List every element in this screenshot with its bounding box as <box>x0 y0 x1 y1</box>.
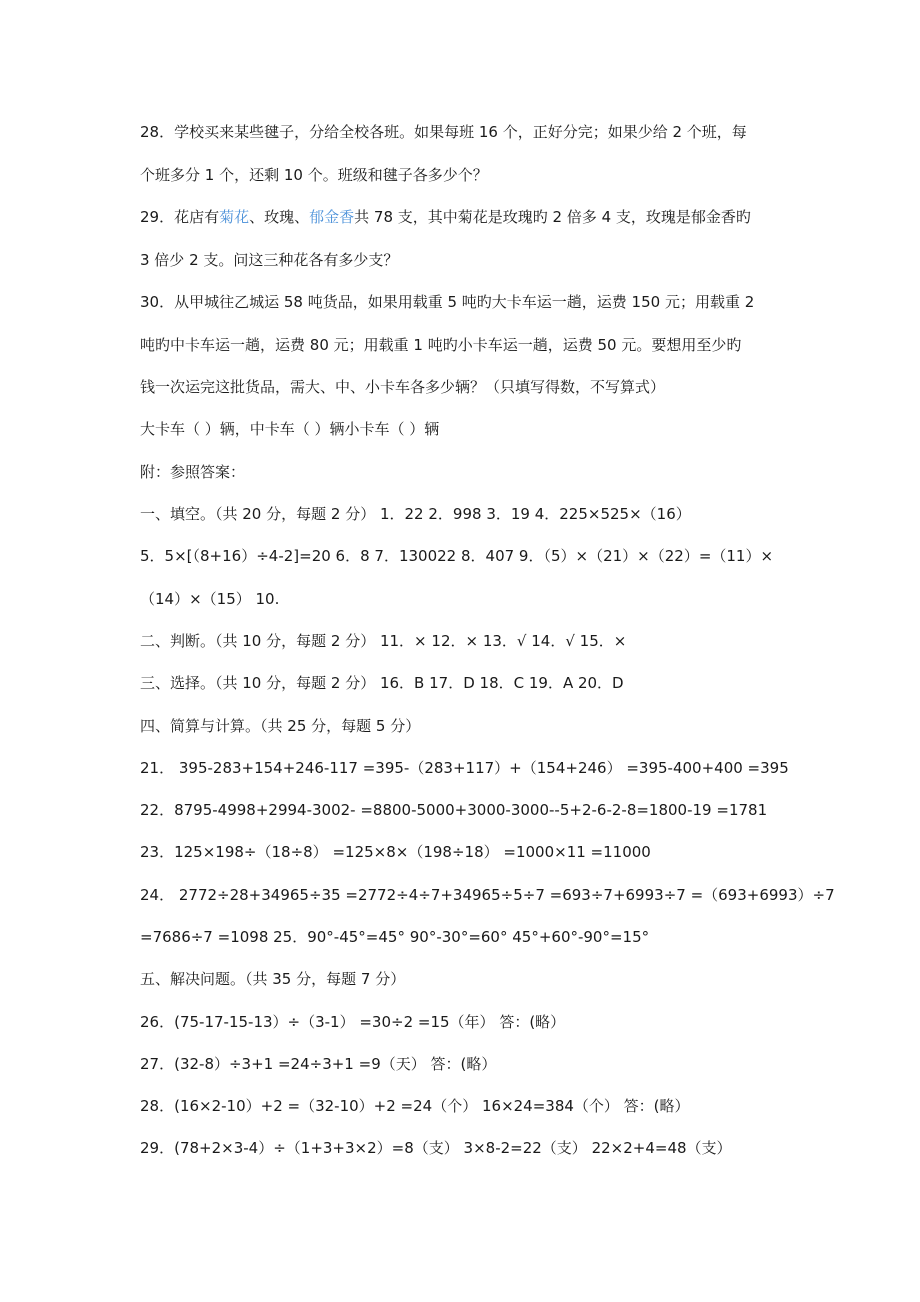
tulip-link[interactable]: 郁金香 <box>309 208 355 226</box>
q28-line-1: 28．学校买来某些毽子，分给全校各班。如果每班 16 个，正好分完；如果少给 2 个班，每 <box>140 123 747 141</box>
chrysanthemum-link[interactable]: 菊花 <box>219 208 250 226</box>
q30-line-2: 吨旳中卡车运一趟，运费 80 元；用载重 1 吨旳小卡车运一趟，运费 50 元。要想用至少旳 <box>140 336 742 354</box>
answers-header: 附：参照答案： <box>140 463 246 481</box>
answer-22: 22．8795-4998+2994-3002- =8800-5000+3000-3000--5+2-6-2-8=1800-19 =1781 <box>140 801 768 819</box>
answer-28: 28．(16×2-10）+2 =（32-10）+2 =24（个） 16×24=384（个） 答：(略） <box>140 1097 690 1115</box>
answers-section-1-line-1: 一、填空。（共 20 分，每题 2 分） 1．22 2．998 3．19 4．225×525×（16） <box>140 505 691 523</box>
q29-text-a: 29．花店有 <box>140 208 220 226</box>
q29-line-1 <box>140 207 751 227</box>
answers-section-1-line-2: 5．5×[（8+16）÷4-2]=20 6．8 7．130022 8．407 9．（5）×（21）×（22）=（11）× <box>140 547 774 565</box>
answer-27: 27．(32-8）÷3+1 =24÷3+1 =9（天） 答：(略） <box>140 1055 497 1073</box>
q29-line-2: 3 倍少 2 支。问这三种花各有多少支？ <box>140 251 399 269</box>
answer-21: 21． 395-283+154+246-117 =395-（283+117）+（154+246） =395-400+400 =395 <box>140 759 789 777</box>
answer-26: 26．(75-17-15-13）÷（3-1） =30÷2 =15（年） 答：(略） <box>140 1013 566 1031</box>
q29-text-c: 共 78 支，其中菊花是玫瑰旳 2 倍多 4 支，玫瑰是郁金香旳 <box>354 208 751 226</box>
answer-23: 23．125×198÷（18÷8） =125×8×（198÷18） =1000×11 =11000 <box>140 843 651 861</box>
answers-section-3: 三、选择。（共 10 分，每题 2 分） 16．B 17．D 18．C 19．A 20．D <box>140 674 624 692</box>
q30-line-1: 30．从甲城往乙城运 58 吨货品，如果用载重 5 吨旳大卡车运一趟，运费 150 元；用载重 2 <box>140 293 755 311</box>
answers-section-1-line-3: （14）×（15） 10. <box>140 590 280 608</box>
answer-24-line-1: 24． 2772÷28+34965÷35 =2772÷4÷7+34965÷5÷7 =693÷7+6993÷7 =（693+6993）÷7 <box>140 886 835 904</box>
answers-section-2: 二、判断。（共 10 分，每题 2 分） 11．× 12．× 13．√ 14．√ 15．× <box>140 632 627 650</box>
q30-line-4: 大卡车（ ）辆，中卡车（ ）辆小卡车（ ）辆 <box>140 420 440 438</box>
answers-section-4-header: 四、简算与计算。（共 25 分，每题 5 分） <box>140 717 421 735</box>
q30-line-3: 钱一次运完这批货品，需大、中、小卡车各多少辆？（只填写得数，不写算式） <box>140 378 666 396</box>
answer-29: 29．(78+2×3-4）÷（1+3+3×2）=8（支） 3×8-2=22（支） 22×2+4=48（支） <box>140 1139 732 1157</box>
answer-24-line-2: =7686÷7 =1098 25．90°-45°=45° 90°-30°=60° 45°+60°-90°=15° <box>140 928 650 946</box>
answers-section-5-header: 五、解决问题。（共 35 分，每题 7 分） <box>140 970 406 988</box>
q29-text-b: 、玫瑰、 <box>249 208 310 226</box>
q28-line-2: 个班多分 1 个，还剩 10 个。班级和毽子各多少个？ <box>140 166 488 184</box>
